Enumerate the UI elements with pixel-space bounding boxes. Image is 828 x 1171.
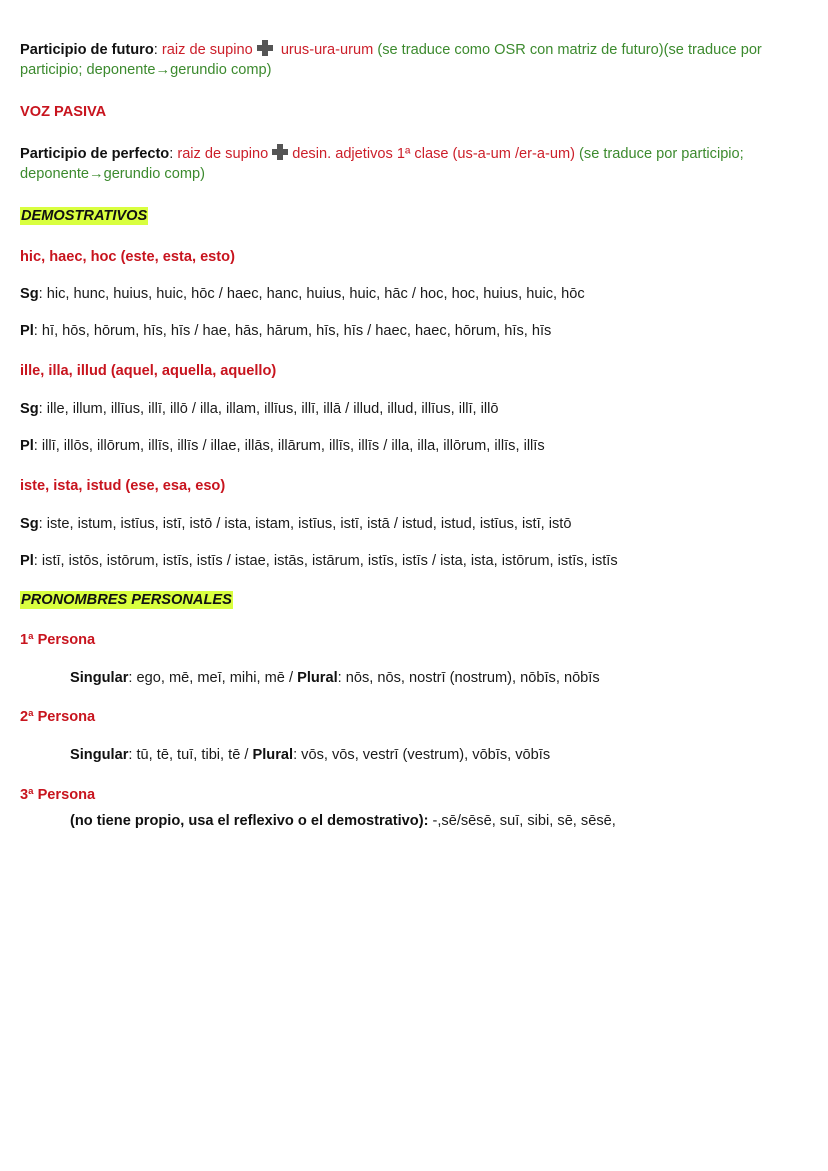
personal-pronouns-heading: PRONOMBRES PERSONALES	[21, 592, 232, 608]
perfect-participle-note: (se traduce por participio; deponente→gerundio comp)	[20, 146, 744, 182]
third-person-note-label: (no tiene propio, usa el reflexivo o el demostrativo):	[70, 813, 429, 829]
person-forms-row	[70, 745, 550, 765]
colon: :	[169, 146, 178, 162]
singular-label: Singular	[70, 747, 129, 763]
plural-label: Pl	[20, 553, 34, 569]
person-title: 3ª Persona	[20, 787, 96, 803]
plural-forms: : vōs, vōs, vestrī (vestrum), vōbīs, vōbīs	[293, 747, 551, 763]
singular-forms: : ille, illum, illīus, illī, illō / illa, illam, illīus, illī, illā / illud, illud, illīus, illī, illō	[38, 401, 499, 417]
singular-label: Singular	[70, 670, 129, 686]
perfect-participle-formula-b: desin. adjetivos 1ª clase (us-a-um /er-a-um)	[292, 146, 575, 162]
demonstrative-title: hic, haec, hoc (este, esta, esto)	[20, 249, 235, 265]
person-title: 1ª Persona	[20, 632, 96, 648]
singular-forms: : tū, tē, tuī, tibi, tē /	[128, 747, 253, 763]
personal-pronouns-section	[20, 590, 233, 610]
colon: :	[153, 42, 162, 58]
singular-label: Sg	[20, 286, 39, 302]
demonstrative-singular-row	[20, 399, 498, 419]
plus-icon	[272, 144, 288, 160]
demonstrative-title: ille, illa, illud (aquel, aquella, aquello)	[20, 363, 277, 379]
singular-forms: : iste, istum, istīus, istī, istō / ista, istam, istīus, istī, istā / istud, istud, istīus, istī, istō	[38, 516, 572, 532]
plural-forms: : nōs, nōs, nostrī (nostrum), nōbīs, nōbīs	[337, 670, 600, 686]
demonstratives-section	[20, 206, 148, 226]
future-participle-formula-a: raiz de supino	[161, 42, 253, 58]
plural-label: Pl	[20, 323, 34, 339]
perfect-participle-paragraph	[20, 144, 810, 184]
demonstrative-plural-row	[20, 551, 618, 571]
plural-forms: : illī, illōs, illōrum, illīs, illīs / illae, illās, illārum, illīs, illīs / illa, illa, illōrum, illīs, illīs	[33, 438, 545, 454]
singular-forms: : ego, mē, meī, mihi, mē /	[128, 670, 298, 686]
plural-forms: : hī, hōs, hōrum, hīs, hīs / hae, hās, hārum, hīs, hīs / haec, haec, hōrum, hīs, hīs	[33, 323, 552, 339]
future-participle-formula-b: urus-ura-urum	[276, 42, 374, 58]
demonstrative-singular-row	[20, 284, 585, 304]
future-participle-note: (se traduce como OSR con matriz de futuro)(se traduce por participio; deponente→gerundio comp)	[20, 42, 762, 78]
demonstrative-singular-row	[20, 514, 571, 534]
plural-forms: : istī, istōs, istōrum, istīs, istīs / istae, istās, istārum, istīs, istīs / ista, ista, istōrum, istīs, istīs	[33, 553, 618, 569]
singular-label: Sg	[20, 516, 39, 532]
plural-label: Pl	[20, 438, 34, 454]
third-person-forms: -,sē/sēsē, suī, sibi, sē, sēsē,	[428, 813, 616, 829]
demonstrative-plural-row	[20, 436, 545, 456]
person-forms-row	[70, 811, 616, 831]
plus-icon	[257, 40, 273, 56]
plural-label: Plural	[252, 747, 294, 763]
singular-forms: : hic, hunc, huius, huic, hōc / haec, hanc, huius, huic, hāc / hoc, hoc, huius, huic, hōc	[38, 286, 585, 302]
perfect-participle-label: Participio de perfecto	[20, 146, 170, 162]
demonstrative-plural-row	[20, 321, 551, 341]
plural-label: Plural	[297, 670, 338, 686]
passive-voice-heading: VOZ PASIVA	[20, 104, 107, 120]
person-title: 2ª Persona	[20, 709, 96, 725]
perfect-participle-formula-a: raiz de supino	[177, 146, 269, 162]
singular-label: Sg	[20, 401, 39, 417]
future-participle-paragraph	[20, 40, 810, 80]
demonstrative-title: iste, ista, istud (ese, esa, eso)	[20, 478, 226, 494]
person-forms-row	[70, 668, 600, 688]
future-participle-label: Participio de futuro	[20, 42, 154, 58]
demonstratives-heading: DEMOSTRATIVOS	[21, 208, 148, 224]
